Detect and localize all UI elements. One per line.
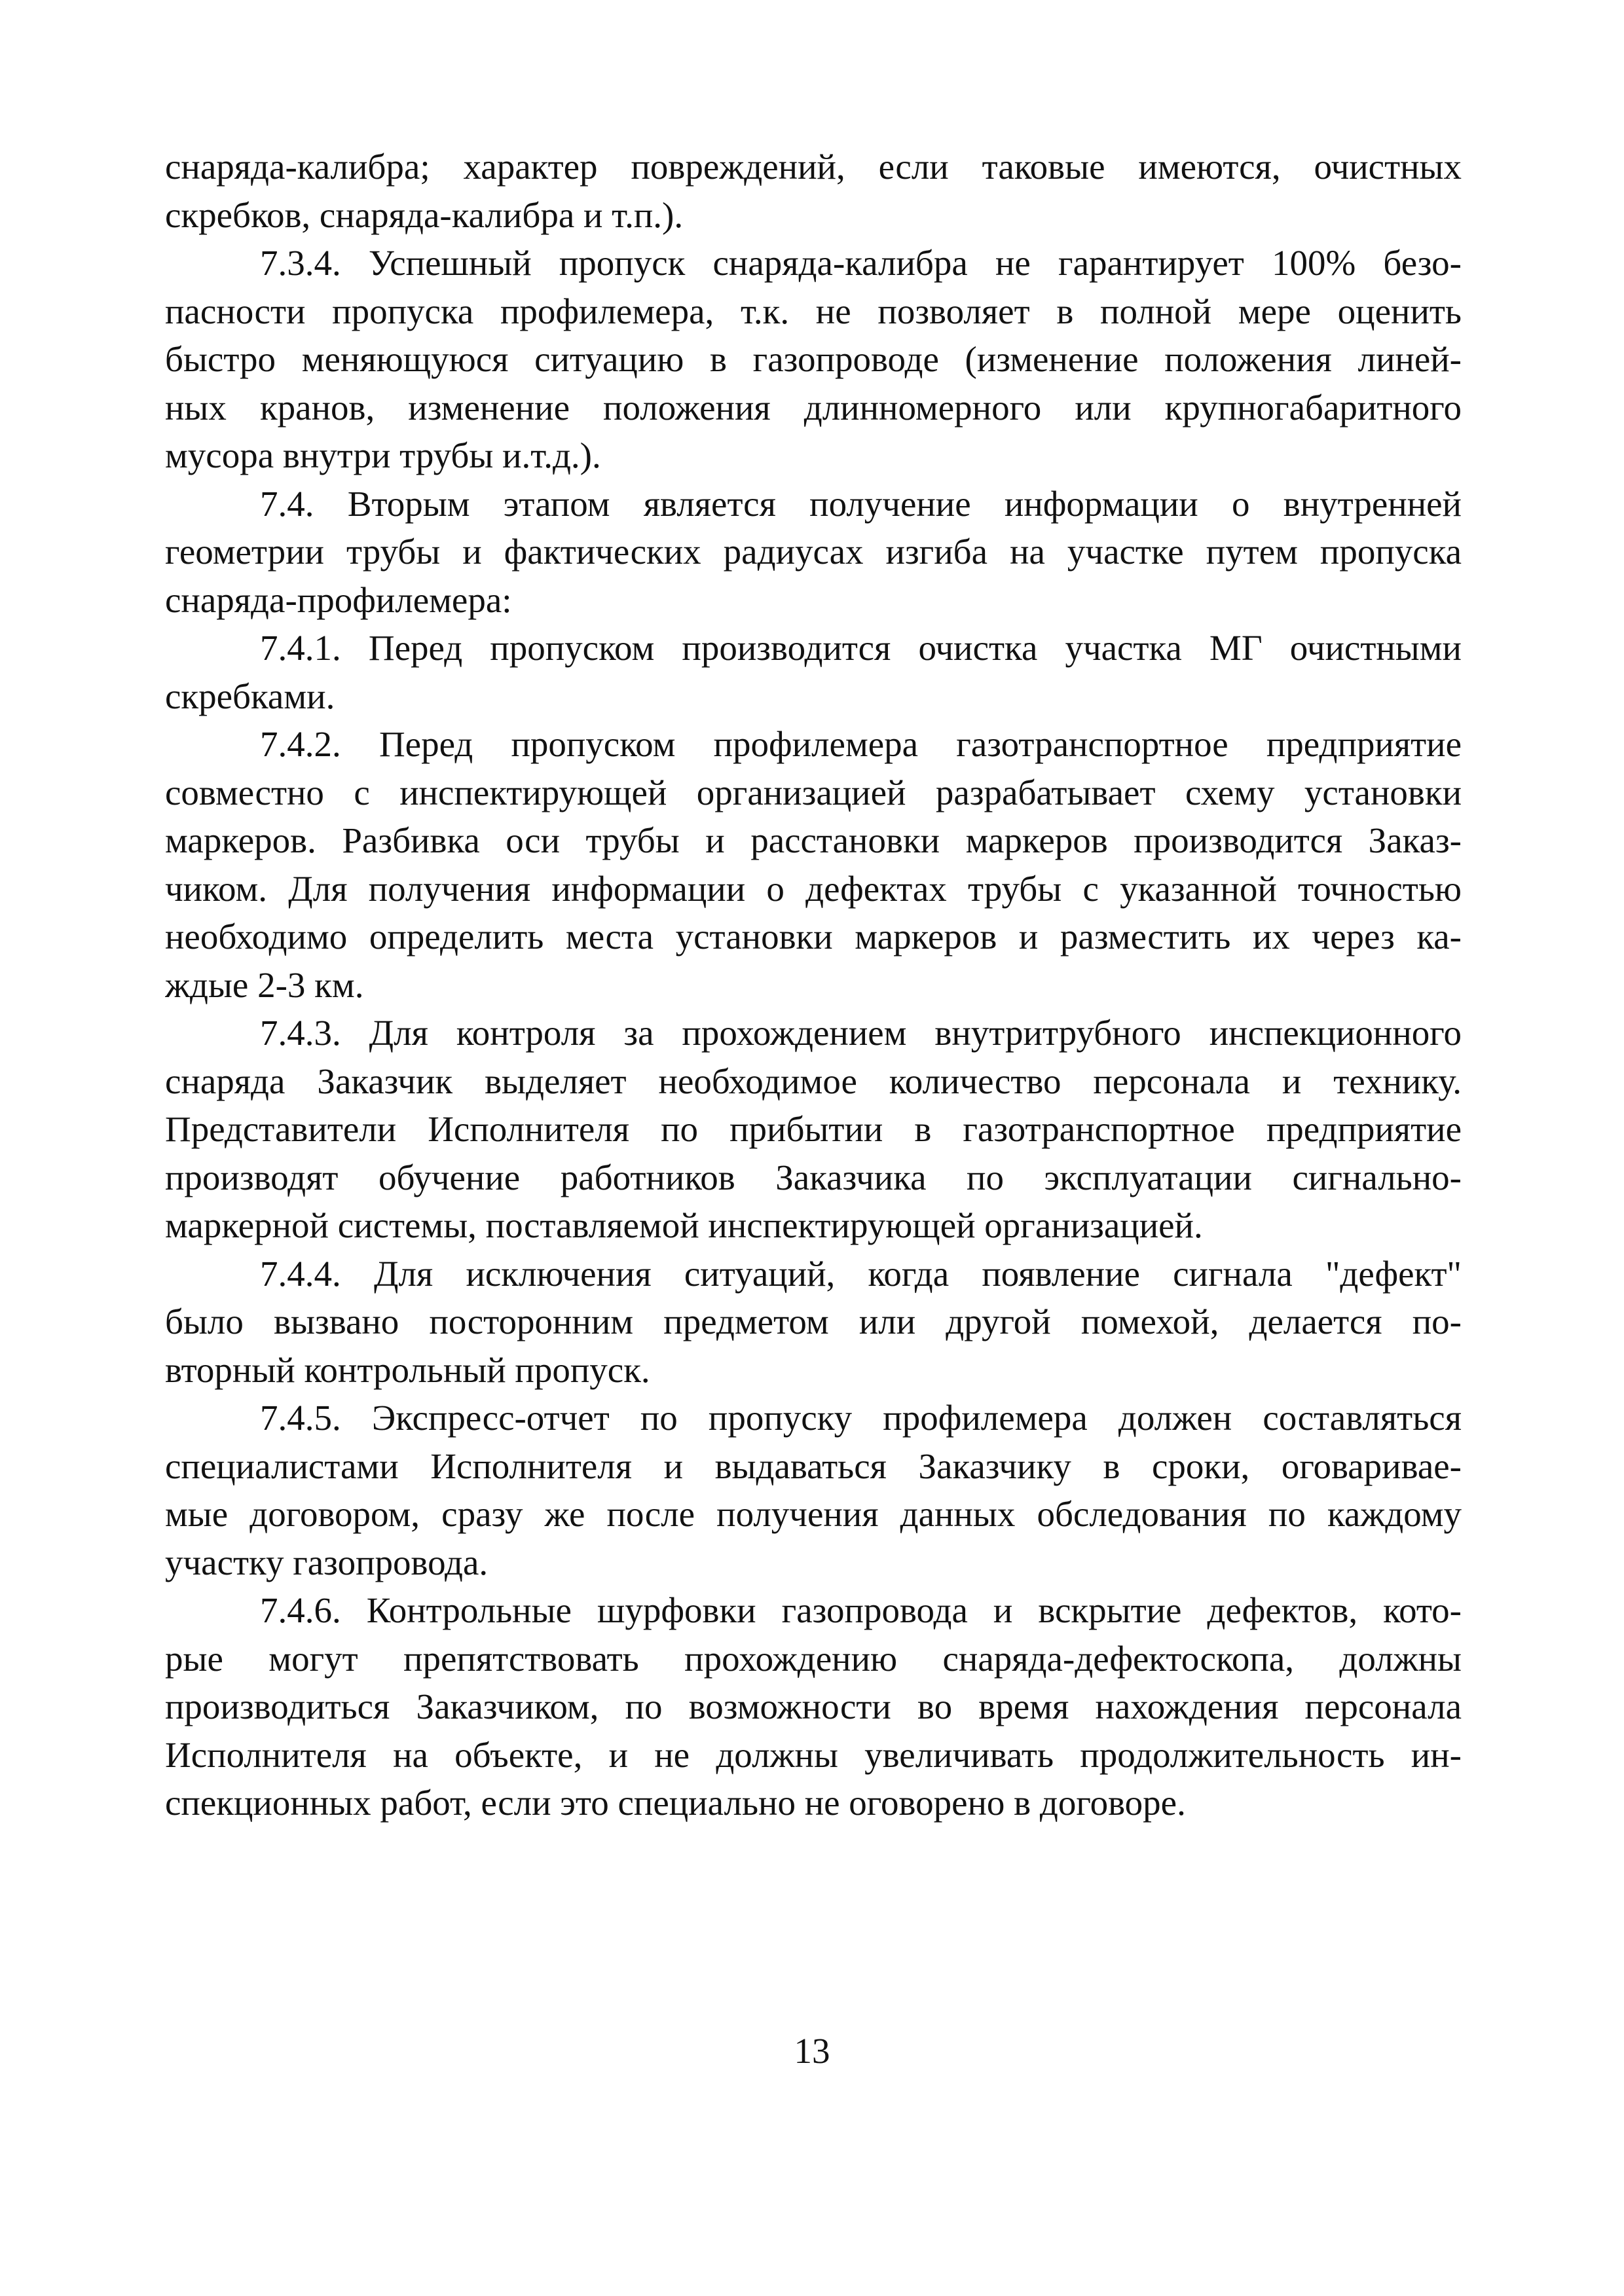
text-line: пасности пропуска профилемера, т.к. не позволяет в полной мере оценить: [165, 291, 1462, 331]
text-line: 7.4. Вторым этапом является получение информации о внутренней: [260, 483, 1462, 524]
text-line: необходимо определить места установки маркеров и разместить их через ка-: [165, 917, 1462, 957]
text-line: ных кранов, изменение положения длинномерного или крупногабаритного: [165, 387, 1462, 428]
text-line: 7.3.4. Успешный пропуск снаряда-калибра не гарантирует 100% безо-: [260, 243, 1462, 283]
text-line: производят обучение работников Заказчика по эксплуатации сигнально-: [165, 1157, 1462, 1197]
text-line: совместно с инспектирующей организацией разрабатывает схему установки: [165, 772, 1462, 812]
text-line: мые договором, сразу же после получения данных обследования по каждому: [165, 1494, 1462, 1534]
text-line: 7.4.1. Перед пропуском производится очистка участка МГ очистными: [260, 628, 1462, 668]
text-line: 7.4.3. Для контроля за прохождением внутритрубного инспекционного: [260, 1013, 1462, 1053]
text-line: маркерной системы, поставляемой инспектирующей организацией.: [165, 1205, 1203, 1245]
text-line: спекционных работ, если это специально не оговорено в договоре.: [165, 1783, 1186, 1823]
text-line: Исполнителя на объекте, и не должны увеличивать продолжительность ин-: [165, 1734, 1462, 1775]
paragraph-7-4-3: [165, 1009, 1462, 1250]
text-line: специалистами Исполнителя и выдаваться Заказчику в сроки, оговаривае-: [165, 1446, 1462, 1486]
text-line: снаряда-калибра; характер повреждений, если таковые имеются, очистных: [165, 147, 1462, 187]
text-line: мусора внутри трубы и.т.д.).: [165, 435, 601, 475]
text-line: скребков, снаряда-калибра и т.п.).: [165, 194, 684, 235]
text-line: снаряда-профилемера:: [165, 579, 512, 620]
text-line: рые могут препятствовать прохождению снаряда-дефектоскопа, должны: [165, 1638, 1462, 1679]
text-line: 7.4.2. Перед пропуском профилемера газотранспортное предприятие: [260, 724, 1462, 764]
text-line: снаряда Заказчик выделяет необходимое количество персонала и технику.: [165, 1061, 1462, 1101]
paragraph-7-4-4: [165, 1250, 1462, 1394]
paragraph-7-4-6: [165, 1586, 1462, 1827]
paragraph-7-4: [165, 480, 1462, 625]
text-line: 7.4.5. Экспресс-отчет по пропуску профилемера должен составляться: [260, 1398, 1462, 1438]
text-line: скребками.: [165, 676, 335, 716]
text-line: производиться Заказчиком, по возможности во время нахождения персонала: [165, 1686, 1462, 1726]
text-line: быстро меняющуюся ситуацию в газопроводе (изменение положения линей-: [165, 339, 1462, 379]
text-line: чиком. Для получения информации о дефектах трубы с указанной точностью: [165, 868, 1462, 909]
text-line: Представители Исполнителя по прибытии в газотранспортное предприятие: [165, 1109, 1462, 1149]
text-line: геометрии трубы и фактических радиусах изгиба на участке путем пропуска: [165, 532, 1462, 572]
page-number: 13: [794, 2031, 830, 2071]
text-line: участку газопровода.: [165, 1542, 489, 1582]
paragraph-7-4-5: [165, 1394, 1462, 1586]
document-body: [165, 143, 1462, 1827]
text-line: вторный контрольный пропуск.: [165, 1349, 650, 1390]
text-line: маркеров. Разбивка оси трубы и расстановки маркеров производится Заказ-: [165, 820, 1462, 860]
paragraph-continuation: [165, 143, 1462, 239]
text-line: 7.4.4. Для исключения ситуаций, когда появление сигнала "дефект": [260, 1253, 1462, 1294]
paragraph-7-4-1: [165, 624, 1462, 720]
text-line: было вызвано посторонним предметом или другой помехой, делается по-: [165, 1302, 1462, 1341]
text-line: ждые 2-3 км.: [165, 964, 364, 1005]
text-line: 7.4.6. Контрольные шурфовки газопровода и вскрытие дефектов, кото-: [260, 1590, 1462, 1630]
paragraph-7-3-4: [165, 239, 1462, 480]
paragraph-7-4-2: [165, 720, 1462, 1009]
